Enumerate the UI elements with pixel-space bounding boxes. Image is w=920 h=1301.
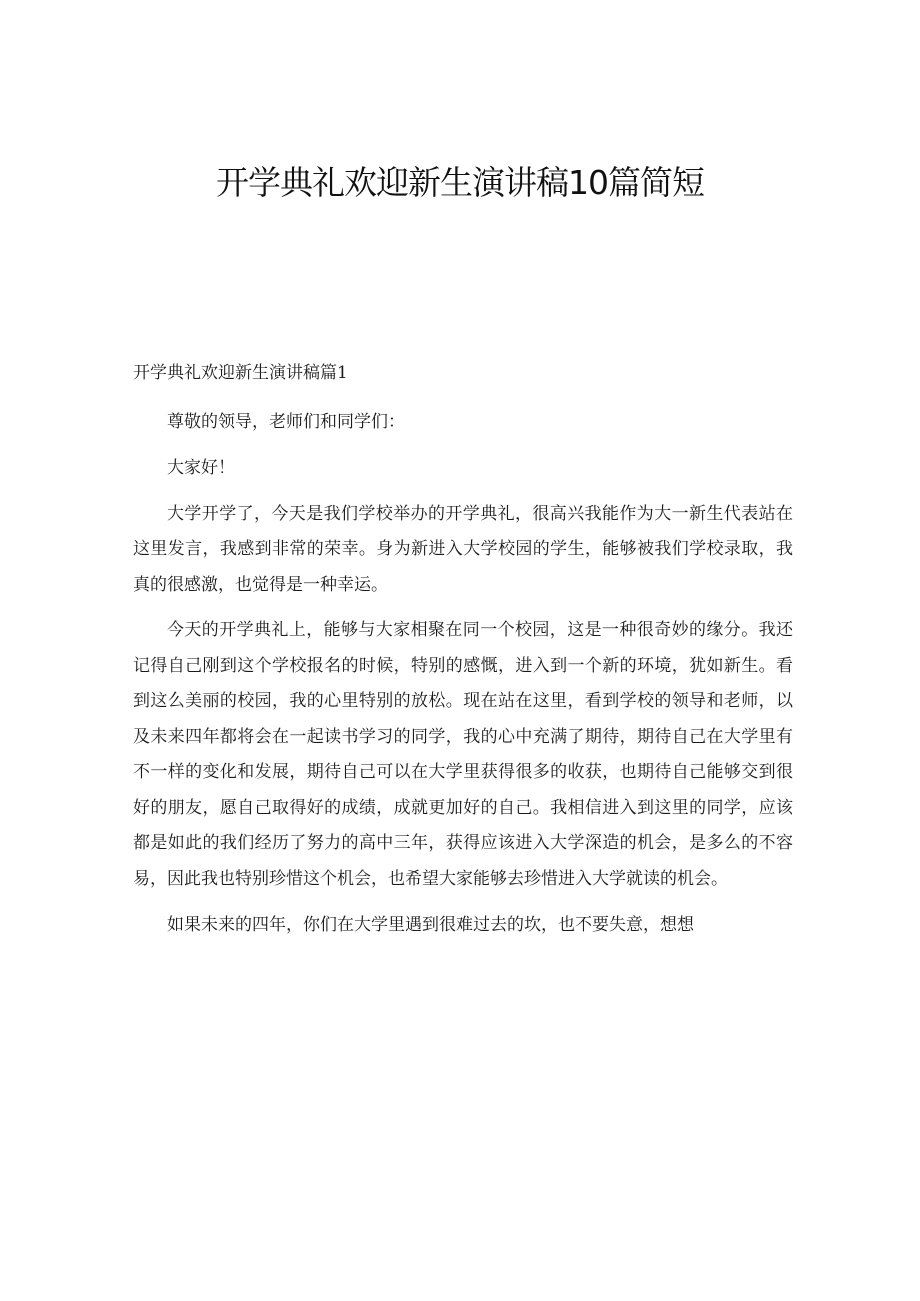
salutation-paragraph: 尊敬的领导，老师们和同学们： [167,412,405,432]
document-title: 开学典礼欢迎新生演讲稿10篇简短 [216,163,704,202]
document-body [133,405,793,953]
body-paragraph: 如果未来的四年，你们在大学里遇到很难过去的坎，也不要失意，想想 [167,914,694,935]
body-paragraph: 今天的开学典礼上，能够与大家相聚在同一个校园，这是一种很奇妙的缘分。我还记得自己刚到这个学校报名的时候，特别的感慨，进入到一个新的环境，犹如新生。看到这么美丽的校园，我的心里特别的放松。现在站在这里，看到学校的领导和老师，以及未来四年都将会在一起读书学习的同学，我的心中充满了期待，期待自己在大学里有不一样的变化和发展，期待自己可以在大学里获得很多的收获，也期待自己能够交到很好的朋友，愿自己取得好的成绩，成就更加好的自己。我相信进入到这里的同学，应该都是如此的我们经历了努力的高中三年，获得应该进入大学深造的机会，是多么的不容易，因此我也特别珍惜这个机会，也希望大家能够去珍惜进入大学就读的机会。 [133,620,793,889]
body-paragraph: 大学开学了，今天是我们学校举办的开学典礼，很高兴我能作为大一新生代表站在这里发言，我感到非常的荣幸。身为新进入大学校园的学生，能够被我们学校录取，我真的很感激，也觉得是一种幸运。 [133,503,793,595]
greeting-paragraph: 大家好！ [167,457,235,478]
section-heading: 开学典礼欢迎新生演讲稿篇1 [133,363,348,383]
